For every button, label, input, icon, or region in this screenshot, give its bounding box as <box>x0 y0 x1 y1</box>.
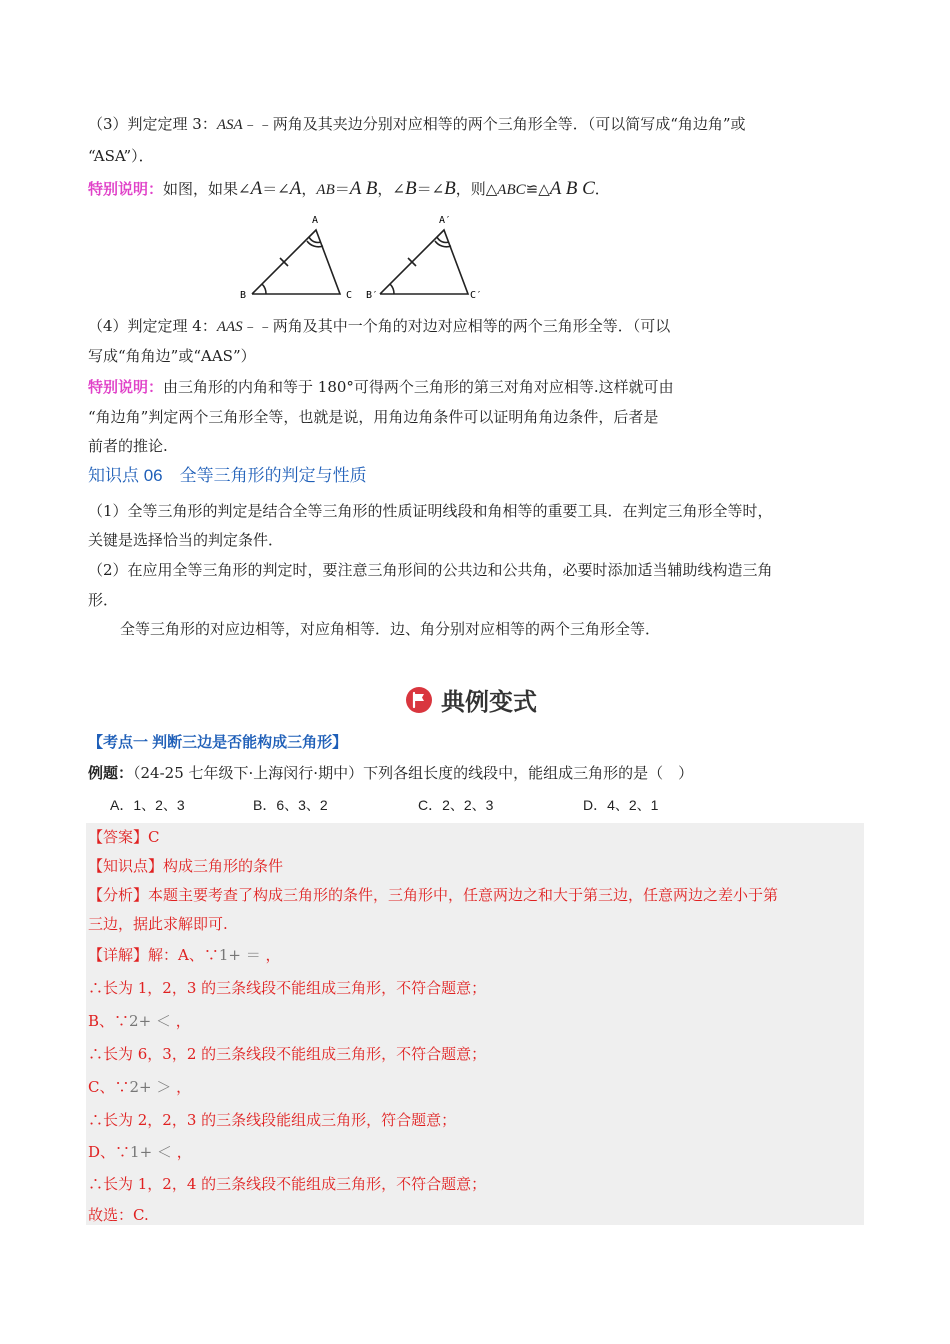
label-A-prime: A′ <box>439 215 452 226</box>
note1-angle-A: A <box>250 178 263 199</box>
note1-angle-A-prime: A <box>289 178 302 199</box>
note1-end: ． <box>594 180 610 198</box>
detail-c-expr: 2+ ＞ <box>129 1078 177 1096</box>
solution-knowledge: 【知识点】构成三角形的条件 <box>88 857 284 875</box>
triangle-A1B1C1 <box>380 230 468 294</box>
detail-b-comma: ， <box>175 1012 191 1030</box>
detail-d-expr: 1+ ＜ <box>130 1143 177 1161</box>
solution-conclusion-a: ∴长为 1，2，3 的三条线段不能组成三角形，不符合题意； <box>88 979 487 997</box>
flag-icon <box>405 686 433 714</box>
note1-text: 如图，如果∠ <box>163 180 251 198</box>
solution-conclusion-b: ∴长为 6，3，2 的三条线段不能组成三角形，不符合题意； <box>88 1045 487 1063</box>
label-C: C <box>346 290 353 301</box>
section-title-text: 典例变式 <box>441 689 537 716</box>
note2-line2: “角边角”判定两个三角形全等，也就是说，用角边角条件可以证明角角边条件，后者是 <box>88 408 659 426</box>
detail-c-prefix: C、∵ <box>88 1078 130 1096</box>
theorem3-line2: “ASA”）． <box>88 147 154 165</box>
note1-comma1: ， <box>301 180 317 198</box>
label-C-prime: C′ <box>470 290 483 301</box>
solution-conclusion-d: ∴长为 1，2，4 的三条线段不能组成三角形，不符合题意； <box>88 1175 487 1193</box>
note1-ABC-prime: A B C <box>549 178 595 199</box>
knowledge06-p2b: 形． <box>88 591 119 609</box>
solution-detail-d <box>88 1141 192 1163</box>
detail-d-comma: ， <box>176 1143 192 1161</box>
note1-line <box>88 178 610 201</box>
label-B-prime: B′ <box>366 290 379 301</box>
note1-then: ，则△ <box>455 180 498 198</box>
option-d[interactable]: D．4、2、1 <box>583 797 659 813</box>
note2-line1 <box>88 376 674 399</box>
solution-detail-c <box>88 1076 191 1098</box>
detail-a-expr: 1+ ＝ <box>218 946 266 964</box>
theorem4-prefix: （4）判定定理 4： <box>88 317 217 335</box>
knowledge06-p1b: 关键是选择恰当的判定条件． <box>88 531 284 549</box>
note2-text1: 由三角形的内角和等于 180°可得两个三角形的第三对角对应相等.这样就可由 <box>163 378 674 396</box>
theorem3-abbr: ASA <box>216 117 243 133</box>
knowledge06-p2a: （2）在应用全等三角形的判定时，要注意三角形间的公共边和公共角，必要时添加适当辅助线构造三角 <box>88 561 773 579</box>
note1-eq2: ＝ <box>334 180 350 198</box>
solution-final: 故选：C. <box>88 1206 149 1224</box>
knowledge06-p1a: （1）全等三角形的判定是结合全等三角形的性质证明线段和角相等的重要工具．在判定三角形全等时， <box>88 502 773 520</box>
note1-AB: AB <box>316 182 335 198</box>
solution-analysis-a: 【分析】本题主要考查了构成三角形的条件，三角形中，任意两边之和大于第三边，任意两边之差小于第 <box>88 886 779 904</box>
theorem4-text: ﹣﹣两角及其中一个角的对边对应相等的两个三角形全等．（可以 <box>242 317 671 335</box>
note1-eq1: ＝∠ <box>262 180 290 198</box>
example-label: 例题： <box>88 764 134 782</box>
theorem3-prefix: （3）判定定理 3： <box>88 115 217 133</box>
example-line <box>88 762 693 784</box>
solution-conclusion-c: ∴长为 2，2，3 的三条线段能组成三角形，符合题意； <box>88 1111 457 1129</box>
note1-cong: ≌△ <box>525 180 550 198</box>
option-c[interactable]: C．2、2、3 <box>418 797 494 813</box>
theorem3-line1 <box>88 113 746 136</box>
note1-eq3: ＝∠ <box>416 180 445 198</box>
note2-line3: 前者的推论. <box>88 437 168 455</box>
note1-comma2: ，∠ <box>377 180 405 198</box>
knowledge06-p3: 全等三角形的对应边相等，对应角相等．边、角分别对应相等的两个三角形全等． <box>120 620 661 638</box>
note1-angle-B-prime: B <box>444 178 456 199</box>
kaodian1-title: 【考点一 判断三边是否能构成三角形】 <box>88 734 348 751</box>
detail-b-expr: 2+ ＜ <box>129 1012 176 1030</box>
detail-d-prefix: D、∵ <box>88 1143 131 1161</box>
detail-c-comma: ， <box>176 1078 192 1096</box>
section-title <box>405 682 537 717</box>
solution-answer: 【答案】C <box>88 828 160 846</box>
note2-label: 特别说明： <box>88 379 164 396</box>
note1-angle-B: B <box>404 178 417 199</box>
theorem4-line1 <box>88 315 670 338</box>
label-A: A <box>312 215 319 226</box>
theorem3-text: ﹣﹣两角及其夹边分别对应相等的两个三角形全等．（可以简写成“角边角”或 <box>242 115 746 133</box>
theorem4-abbr: AAS <box>216 319 243 335</box>
option-b[interactable]: B．6、3、2 <box>253 797 328 813</box>
example-text: （24-25 七年级下·上海闵行·期中）下列各组长度的线段中，能组成三角形的是（ ） <box>133 764 694 782</box>
detail-b-prefix: B、∵ <box>88 1012 130 1030</box>
congruent-triangles-figure <box>230 210 500 310</box>
note1-ABC: ABC <box>497 182 526 198</box>
note1-label: 特别说明： <box>88 181 164 198</box>
solution-detail-b <box>88 1010 191 1032</box>
detail-a-prefix: 【详解】解：A、∵ <box>88 946 219 964</box>
solution-analysis-b: 三边，据此求解即可. <box>88 915 228 933</box>
detail-a-comma: ， <box>265 946 281 964</box>
solution-detail-a <box>88 944 281 966</box>
triangle-ABC <box>252 230 340 294</box>
knowledge06-title: 知识点 06 全等三角形的判定与性质 <box>88 466 367 485</box>
theorem4-line2: 写成“角角边”或“AAS”） <box>88 347 256 365</box>
option-a[interactable]: A．1、2、3 <box>110 797 185 813</box>
note1-AB-prime: A B <box>349 178 378 199</box>
label-B: B <box>240 290 247 301</box>
